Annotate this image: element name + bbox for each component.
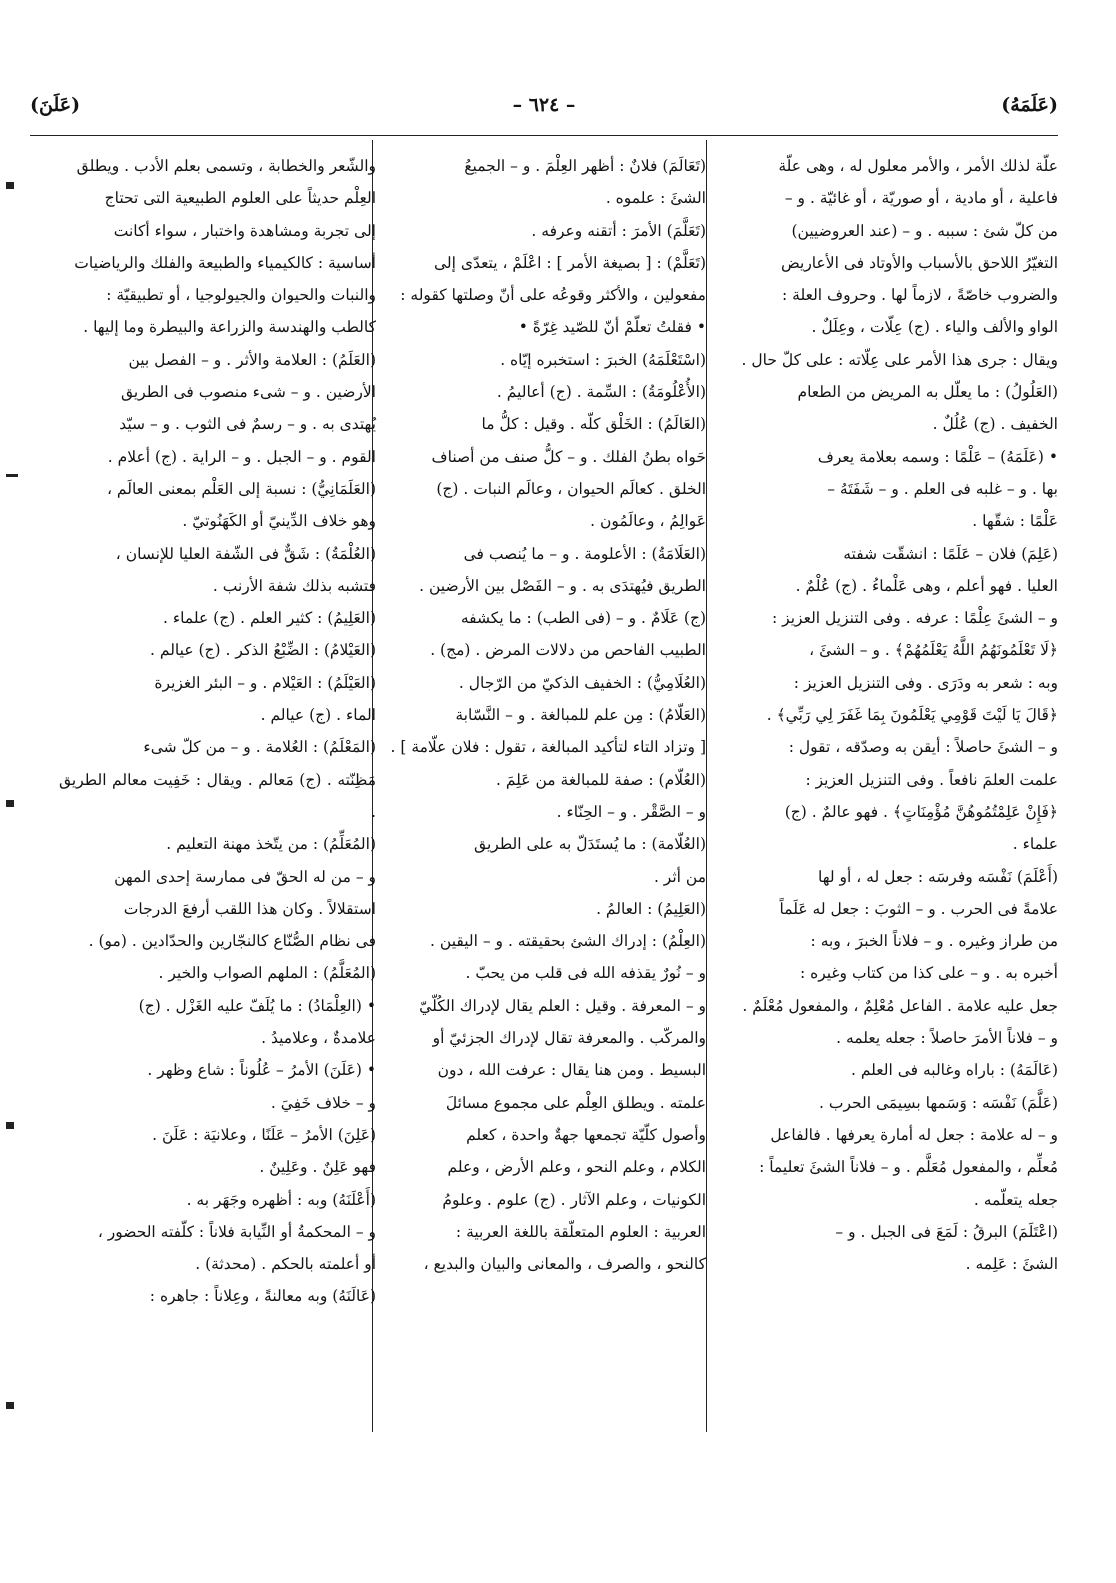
text-line: و – المحكمةُ أو النِّيابة فلاناً : كلّفته الحضور ، — [97, 1222, 376, 1241]
text-line: (العَيْلامُ) : الضِّبْعُ الذكر . (ج) عيالم . — [150, 641, 376, 660]
text-line: استقلالاً . وكان هذا اللقب أرفعَ الدرجات — [123, 899, 376, 918]
text-line: (العُلّامة) : ما يُستَدَلّ به على الطريق — [474, 835, 706, 854]
text-line: فهو عَلِنٌ . وعَلِينٌ . — [259, 1158, 376, 1177]
text-line: علّة لذلك الأمر ، والأمر معلول له ، وهى علّة — [778, 157, 1058, 175]
text-line: (الأُعْلُومَةُ) : السِّمة . (ج) أعاليمُ . — [496, 383, 706, 402]
text-line: مُعلِّم ، والمفعول مُعَلَّم . و – فلاناً الشئَ تعليماً : — [759, 1158, 1058, 1177]
text-line: أو أعلمته بالحكم . (محدثة) . — [195, 1255, 376, 1274]
text-line: علامدةٌ ، وعلاميدُ . — [261, 1029, 376, 1048]
text-line: والمركّب . والمعرفة تقال لإدراك الجزئيّ أو — [432, 1029, 706, 1048]
text-line: عَوالِمُ ، وعالَمُون . — [590, 512, 706, 531]
text-line: (العَلُولُ) : ما يعلّل به المريض من الطعام — [797, 383, 1058, 402]
text-line: الخفيف . (ج) عُلُلٌ . — [932, 415, 1058, 434]
text-line: الماء . (ج) عيالم . — [260, 706, 376, 725]
text-line: جعل عليه علامة . الفاعل مُعْلِمٌ ، والمفعول مُعْلَمٌ . — [742, 996, 1058, 1015]
text-line: القوم . و – الجبل . و – الراية . (ج) أعلام . — [107, 447, 376, 466]
text-line: • (عَلَنَ) الأمرُ – عُلُوناً : شاع وظهر . — [147, 1061, 376, 1080]
text-line: ﴿لَا تَعْلَمُونَهُمُ اللَّهُ يَعْلَمُهُمْ﴾ . و – الشئَ ، — [809, 641, 1058, 660]
text-line: (العِلْمُ) : إدراك الشئ بحقيقته . و – اليقين . — [430, 932, 706, 951]
text-line: (العُلَامِيُّ) : الخفيف الذكيّ من الرّجال . — [458, 673, 706, 692]
text-line: علمته . ويطلق العِلْم على مجموع مسائلَ — [445, 1093, 706, 1112]
text-line: أخبره به . و – على كذا من كتاب وغيره : — [799, 964, 1058, 983]
page-header — [30, 94, 1058, 130]
text-line: (أَعْلَنَهُ) وبه : أظهره وجَهَر به . — [186, 1190, 376, 1209]
text-line: (العَلَامَةُ) : الأعلومة . و – ما يُنصب فى — [463, 544, 706, 563]
text-line: الشئَ : علموه . — [605, 189, 706, 208]
text-line: (العَلَمَانِيُّ) : نسبة إلى العَلْم بمعنى العالَم ، — [106, 479, 376, 498]
text-line: من كلّ شئ : سببه . و – (عند العروضيين) — [791, 221, 1058, 240]
text-line: (تَعَالَمَ) فلانٌ : أظهر العِلْمَ . و – الجميعُ — [464, 157, 706, 175]
text-line: (المُعَلَّمُ) : الملهم الصواب والخير . — [158, 964, 376, 983]
text-line: الأرضين . و – شىء منصوب فى الطريق — [120, 383, 376, 402]
text-line: البسيط . ومن هنا يقال : عرفت الله ، دون — [437, 1061, 706, 1080]
text-line: (العَلّامُ) : مِن علم للمبالغة . و – النَّسّابة — [455, 706, 706, 725]
text-line: من طراز وغيره . و – فلاناً الخبرَ ، وبه : — [810, 932, 1058, 951]
margin-mark — [6, 182, 14, 189]
text-line: و – خلاف خَفِيَ . — [270, 1093, 376, 1112]
text-line: (عَلِمَ) فلان – عَلَمًا : انشقّت شفته — [843, 544, 1058, 563]
text-line: بها . و – غلبه فى العلم . و – شَفَتَهُ – — [827, 479, 1058, 498]
text-column-middle — [389, 150, 706, 1280]
text-line: و – الصَّقْر . و – الحِنّاء . — [556, 802, 706, 821]
text-line: و – من له الحقّ فى ممارسة إحدى المهن — [114, 867, 376, 886]
text-line: أساسية : كالكيمياء والطبيعة والفلك والرياضيات — [74, 253, 376, 272]
text-line: (اسْتَعْلَمَهُ) الخبرَ : استخبره إيّاه . — [500, 350, 706, 369]
text-line: العليا . فهو أعلم ، وهى عَلْماءُ . (ج) عُلْمٌ . — [795, 576, 1058, 595]
text-column-right — [741, 150, 1058, 1280]
text-line: (العَلِيمُ) : كثير العلم . (ج) علماء . — [163, 609, 376, 628]
text-line: كالنحو ، والصرف ، والمعانى والبيان والبديع ، — [423, 1255, 706, 1274]
text-line: (ج) عَلَامٌ . و – (فى الطب) : ما يكشفه — [460, 609, 706, 628]
text-line: عَلْمًا : شقّها . — [972, 512, 1058, 531]
text-line: و – المعرفة . وقيل : العلم يقال لإدراك الكُلّيّ — [419, 996, 706, 1015]
header-last-entry: (عَلَنَ) — [30, 94, 81, 116]
text-line: والشّعر والخطابة ، وتسمى بعلم الأدب . ويطلق — [76, 157, 376, 175]
text-line: الكونيات ، وعلم الآثار . (ج) علوم . وعلومُ — [442, 1190, 706, 1209]
margin-mark — [6, 1402, 14, 1409]
text-line: (عَالَمَهُ) : باراه وغالبه فى العلم . — [850, 1061, 1058, 1080]
text-line: (العَلِيمُ) : العالمُ . — [596, 899, 706, 918]
text-line: (المُعَلِّمُ) : من يتّخذ مهنة التعليم . — [166, 835, 376, 854]
text-line: مفعولين ، والأكثر وقوعُه على أنّ وصلتها كقوله : — [400, 286, 706, 305]
text-line: (العُلْمَةُ) : شَقٌّ فى الشّفة العليا للإنسان ، — [115, 544, 376, 563]
text-line: (العَلَمُ) : العلامة والأثر . و – الفصل بين — [128, 350, 376, 369]
text-line: العِلْم حديثاً على العلوم الطبيعية التى تحتاج — [104, 189, 376, 208]
text-line: فى نظام الصُّنّاع كالنجّارين والحدّادين . (مو) . — [88, 932, 376, 951]
text-line: (العَيْلَمُ) : العَيْلام . و – البئر الغزيرة — [154, 673, 376, 692]
page-number: – ٦٢٤ – — [512, 94, 576, 116]
text-line: (أَعْلَمَ) نَفْسَه وفرسَه : جعل له ، أو لها — [818, 867, 1058, 886]
text-line: (عَلَّمَ) نَفْسَه : وَسَمها بسِيمَى الحرب . — [819, 1093, 1058, 1112]
text-line: (المَعْلَمُ) : العُلامة . و – من كلّ شىء — [143, 738, 376, 757]
text-line: من أثر . — [653, 867, 706, 886]
text-line: والنبات والحيوان والجيولوجيا ، أو تطبيقيّة : — [106, 286, 376, 305]
text-line: الشئَ : عَلِمه . — [965, 1255, 1058, 1274]
text-line: وهو خلاف الدِّينيّ أو الكَهَنُوتيّ . — [182, 512, 376, 531]
margin-mark — [6, 1122, 14, 1129]
text-line: [ وتزاد التاء لتأكيد المبالغة ، تقول : فلان علّامة ] . — [390, 738, 706, 757]
text-line: • (عَلَمَهُ) – عَلْمًا : وسمه بعلامة يعرف — [817, 447, 1058, 466]
text-line: و – الشئَ عِلْمًا : عرفه . وفى التنزيل العزيز : — [772, 609, 1058, 628]
text-line: التغيّرُ اللاحق بالأسباب والأوتاد فى الأعاريض — [781, 253, 1058, 272]
margin-mark — [6, 800, 14, 807]
text-line: الطريق فيُهتدَى به . و – الفَصْل بين الأرضين . — [419, 576, 706, 595]
text-line: فتشبه بذلك شفة الأرنب . — [212, 576, 376, 595]
header-rule — [30, 135, 1058, 136]
text-line: الطبيب الفاحص من دلالات المرض . (مج) . — [430, 641, 706, 660]
text-line: مَظِنّته . (ج) مَعالم . ويقال : خَفِيت معالم الطريق . — [59, 770, 376, 821]
text-line: (تَعَلَّمَ) الأمرَ : أتقنه وعرفه . — [531, 221, 706, 240]
text-line: (عَالَنَهُ) وبه معالنةً ، وعِلاناً : جاهره : — [149, 1287, 376, 1306]
column-divider — [706, 140, 707, 1432]
text-line: ﴿فَإِنْ عَلِمْتُمُوهُنَّ مُؤْمِنَاتٍ﴾ . فهو عالمٌ . (ج) — [784, 802, 1058, 821]
header-first-entry: (عَلَمَهُ) — [1001, 94, 1058, 116]
text-line: علامةً فى الحرب . و – الثوبَ : جعل له عَلَماً — [779, 899, 1058, 918]
text-line: و – الشئَ حاصلاً : أيقن به وصدّقه ، تقول : — [788, 738, 1058, 757]
text-line: الخلق . كعالَم الحيوان ، وعالَم النبات . (ج) — [436, 479, 706, 498]
text-line: و – فلاناً الأمرَ حاصلاً : جعله يعلمه . — [836, 1029, 1058, 1048]
text-line: حَواه بطنُ الفلك . و – كلُّ صنف من أصناف — [431, 447, 706, 466]
text-line: علماء . — [1012, 835, 1058, 854]
text-line: يُهتدى به . و – رسمٌ فى الثوب . و – سيّد — [119, 415, 376, 434]
text-line: (العُلّام) : صفة للمبالغة من عَلِمَ . — [496, 770, 706, 789]
text-column-left — [59, 150, 376, 1313]
margin-mark — [6, 474, 18, 477]
text-line: وبه : شعر به ودَرَى . وفى التنزيل العزيز : — [793, 673, 1058, 692]
text-line: الواو والألف والياء . (ج) عِلّات ، وعِلَلٌ . — [811, 318, 1058, 337]
text-line: ﴿قَالَ يَا لَيْتَ قَوْمِي يَعْلَمُونَ بِمَا غَفَرَ لِي رَبِّي﴾ . — [766, 706, 1058, 725]
text-line: و – نُورٌ يقذفه الله فى قلب من يحبّ . — [465, 964, 706, 983]
text-line: علمت العلمَ نافعاً . وفى التنزيل العزيز : — [805, 770, 1058, 789]
text-line: • (العِلْمَادُ) : ما يُلَفّ عليه الغَزْل . (ج) — [138, 996, 376, 1015]
text-line: الكلام ، وعلم النحو ، وعلم الأرض ، وعلم — [447, 1158, 706, 1177]
text-line: فاعلية ، أو مادية ، أو صوريّة ، أو غائيّة . و – — [784, 189, 1058, 208]
text-line: ويقال : جرى هذا الأمر على عِلّاته : على كلّ حال . — [741, 350, 1058, 369]
text-line: • فقلتُ تعلّمْ أنّ للصّيد غِرّةً • — [518, 318, 706, 337]
text-line: جعله يتعلّمه . — [973, 1190, 1058, 1209]
text-line: (العَالَمُ) : الخَلْق كلّه . وقيل : كلُّ ما — [481, 415, 706, 434]
text-line: العربية : العلوم المتعلّقة باللغة العربية : — [455, 1222, 706, 1241]
text-line: (اعْتَلَمَ) البرقُ : لَمَعَ فى الجبل . و – — [835, 1222, 1058, 1241]
text-line: (تَعَلَّمْ) : [ بصيغة الأمر ] : اعْلَمْ ، يتعدّى إلى — [433, 253, 706, 272]
text-line: وأصول كلّيّة تجمعها جهةٌ واحدة ، كعلم — [466, 1125, 706, 1144]
text-line: إلى تجربة ومشاهدة واختبار ، سواء أكانت — [113, 221, 376, 240]
text-line: كالطب والهندسة والزراعة والبيطرة وما إليها . — [83, 318, 376, 337]
text-line: والضروب خاصّةً ، لازماً لها . وحروف العلة : — [782, 286, 1058, 305]
text-line: و – له علامة : جعل له أمارة يعرفها . فالفاعل — [770, 1125, 1058, 1144]
text-line: (عَلِنَ) الأمرُ – عَلَنًا ، وعلانيَة : عَلَنَ . — [152, 1125, 376, 1144]
